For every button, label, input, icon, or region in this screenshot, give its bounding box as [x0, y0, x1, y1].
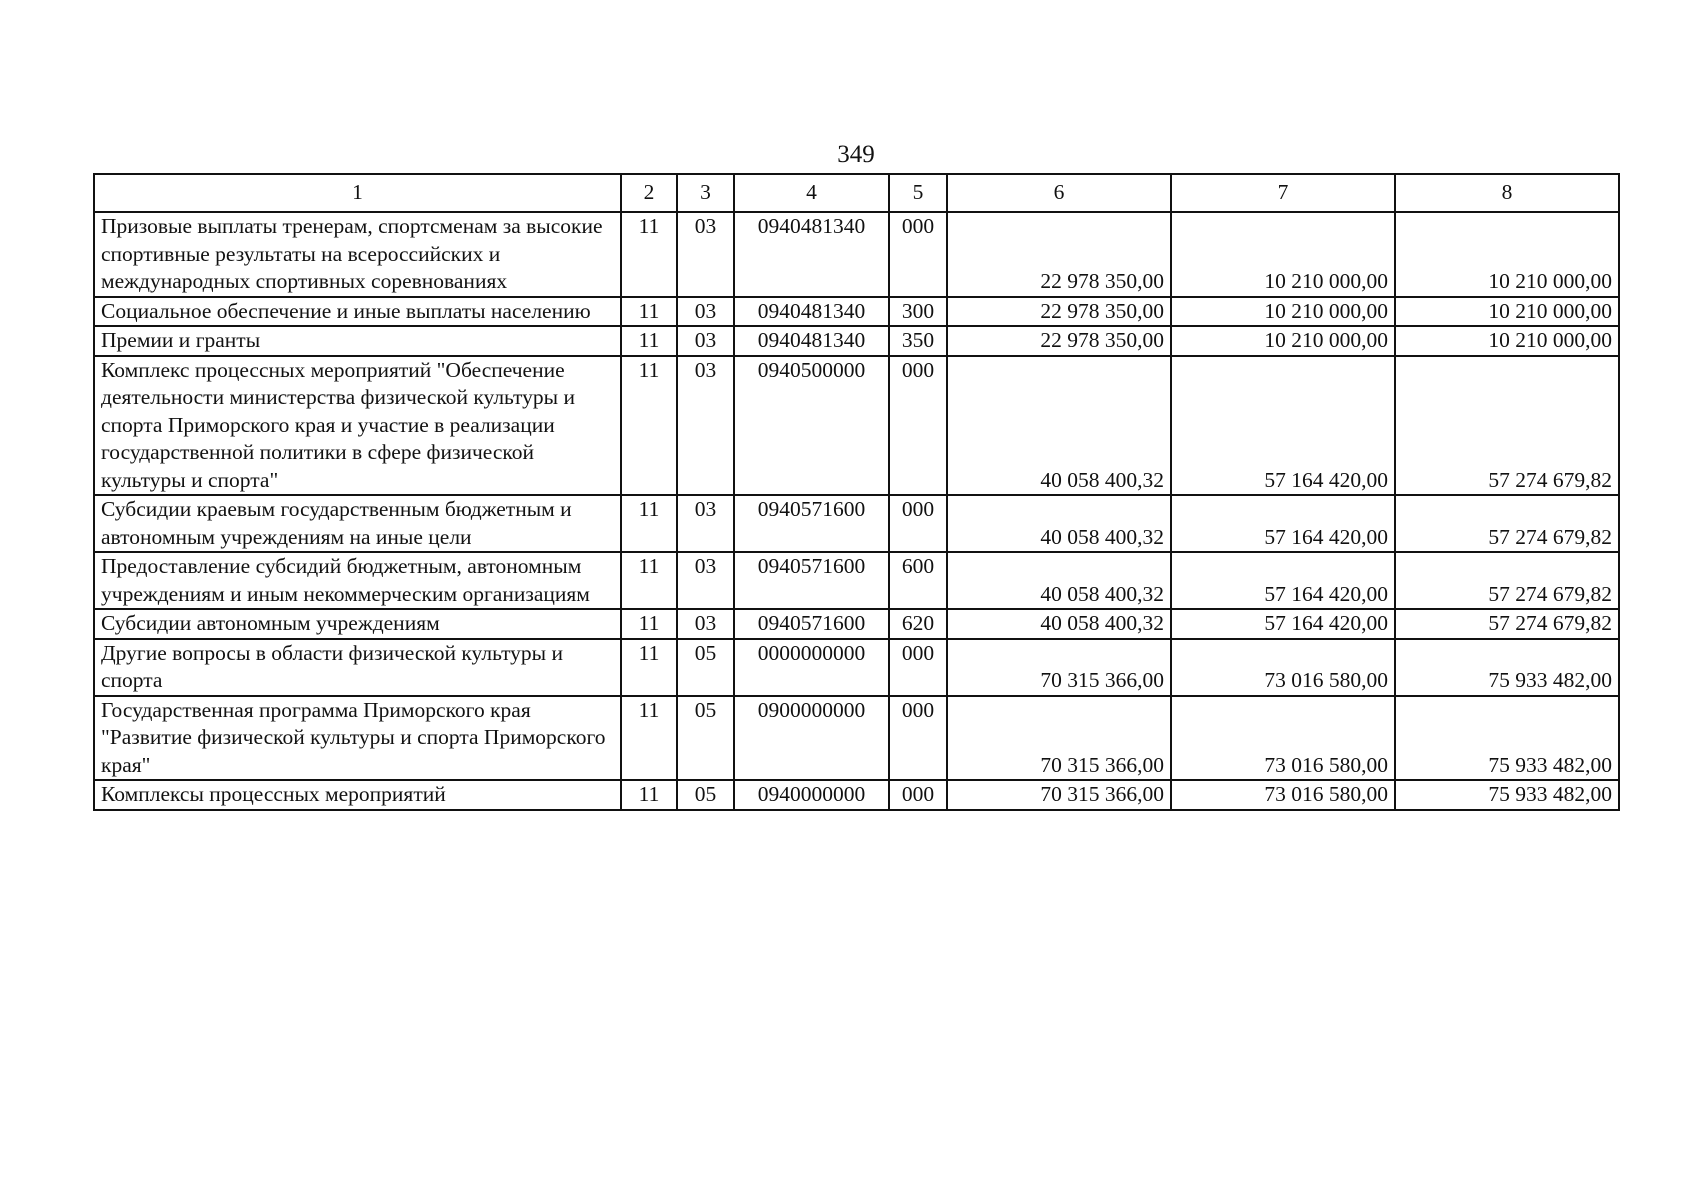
subsection-code: 03	[677, 609, 734, 639]
expense-type-code: 000	[889, 495, 947, 552]
amount-col-6: 22 978 350,00	[947, 297, 1171, 327]
table-row	[94, 326, 1619, 356]
target-code: 0940481340	[734, 212, 889, 297]
section-code: 11	[621, 495, 677, 552]
subsection-code: 03	[677, 212, 734, 297]
table-row	[94, 356, 1619, 496]
amount-col-7: 10 210 000,00	[1171, 326, 1395, 356]
section-code: 11	[621, 356, 677, 496]
amount-col-7: 57 164 420,00	[1171, 552, 1395, 609]
column-header: 5	[889, 174, 947, 212]
subsection-code: 03	[677, 326, 734, 356]
subsection-code: 05	[677, 780, 734, 810]
column-header: 3	[677, 174, 734, 212]
section-code: 11	[621, 552, 677, 609]
table-header-row	[94, 174, 1619, 212]
column-header: 4	[734, 174, 889, 212]
amount-col-8: 10 210 000,00	[1395, 297, 1619, 327]
target-code: 0940481340	[734, 297, 889, 327]
target-code: 0940571600	[734, 552, 889, 609]
section-code: 11	[621, 780, 677, 810]
row-name: Предоставление субсидий бюджетным, автономным учреждениям и иным некоммерческим организациям	[94, 552, 621, 609]
target-code: 0940481340	[734, 326, 889, 356]
amount-col-8: 75 933 482,00	[1395, 639, 1619, 696]
subsection-code: 05	[677, 639, 734, 696]
target-code: 0940000000	[734, 780, 889, 810]
table-row	[94, 212, 1619, 297]
subsection-code: 03	[677, 495, 734, 552]
table-row	[94, 780, 1619, 810]
expense-type-code: 000	[889, 639, 947, 696]
amount-col-6: 22 978 350,00	[947, 212, 1171, 297]
amount-col-7: 73 016 580,00	[1171, 780, 1395, 810]
amount-col-8: 57 274 679,82	[1395, 356, 1619, 496]
section-code: 11	[621, 609, 677, 639]
budget-table	[93, 173, 1620, 811]
amount-col-7: 57 164 420,00	[1171, 495, 1395, 552]
amount-col-6: 70 315 366,00	[947, 639, 1171, 696]
table-row	[94, 609, 1619, 639]
expense-type-code: 600	[889, 552, 947, 609]
expense-type-code: 000	[889, 780, 947, 810]
expense-type-code: 300	[889, 297, 947, 327]
column-header: 1	[94, 174, 621, 212]
target-code: 0900000000	[734, 696, 889, 781]
row-name: Субсидии автономным учреждениям	[94, 609, 621, 639]
amount-col-8: 10 210 000,00	[1395, 212, 1619, 297]
expense-type-code: 000	[889, 212, 947, 297]
row-name: Комплексы процессных мероприятий	[94, 780, 621, 810]
row-name: Премии и гранты	[94, 326, 621, 356]
expense-type-code: 620	[889, 609, 947, 639]
row-name: Государственная программа Приморского края "Развитие физической культуры и спорта Приморского края"	[94, 696, 621, 781]
table-row	[94, 495, 1619, 552]
row-name: Комплекс процессных мероприятий "Обеспечение деятельности министерства физической культуры и спорта Приморского края и участие в реализации государственной политики в сфере физической культуры и спорта"	[94, 356, 621, 496]
subsection-code: 05	[677, 696, 734, 781]
section-code: 11	[621, 639, 677, 696]
amount-col-8: 57 274 679,82	[1395, 552, 1619, 609]
amount-col-8: 57 274 679,82	[1395, 609, 1619, 639]
amount-col-7: 73 016 580,00	[1171, 696, 1395, 781]
amount-col-8: 10 210 000,00	[1395, 326, 1619, 356]
amount-col-6: 70 315 366,00	[947, 780, 1171, 810]
target-code: 0940571600	[734, 609, 889, 639]
table-row	[94, 297, 1619, 327]
amount-col-7: 73 016 580,00	[1171, 639, 1395, 696]
amount-col-7: 57 164 420,00	[1171, 356, 1395, 496]
table-row	[94, 696, 1619, 781]
amount-col-6: 40 058 400,32	[947, 356, 1171, 496]
table-row	[94, 552, 1619, 609]
amount-col-7: 57 164 420,00	[1171, 609, 1395, 639]
amount-col-7: 10 210 000,00	[1171, 212, 1395, 297]
amount-col-6: 40 058 400,32	[947, 495, 1171, 552]
row-name: Субсидии краевым государственным бюджетным и автономным учреждениям на иные цели	[94, 495, 621, 552]
amount-col-6: 40 058 400,32	[947, 552, 1171, 609]
amount-col-7: 10 210 000,00	[1171, 297, 1395, 327]
amount-col-8: 75 933 482,00	[1395, 696, 1619, 781]
row-name: Социальное обеспечение и иные выплаты населению	[94, 297, 621, 327]
section-code: 11	[621, 696, 677, 781]
section-code: 11	[621, 326, 677, 356]
section-code: 11	[621, 297, 677, 327]
column-header: 6	[947, 174, 1171, 212]
subsection-code: 03	[677, 552, 734, 609]
expense-type-code: 000	[889, 356, 947, 496]
expense-type-code: 350	[889, 326, 947, 356]
subsection-code: 03	[677, 356, 734, 496]
target-code: 0000000000	[734, 639, 889, 696]
amount-col-8: 57 274 679,82	[1395, 495, 1619, 552]
page-number: 349	[837, 141, 875, 168]
section-code: 11	[621, 212, 677, 297]
column-header: 2	[621, 174, 677, 212]
column-header: 7	[1171, 174, 1395, 212]
amount-col-6: 40 058 400,32	[947, 609, 1171, 639]
table-row	[94, 639, 1619, 696]
target-code: 0940500000	[734, 356, 889, 496]
amount-col-6: 22 978 350,00	[947, 326, 1171, 356]
target-code: 0940571600	[734, 495, 889, 552]
expense-type-code: 000	[889, 696, 947, 781]
row-name: Призовые выплаты тренерам, спортсменам за высокие спортивные результаты на всероссийских и международных спортивных соревнованиях	[94, 212, 621, 297]
column-header: 8	[1395, 174, 1619, 212]
subsection-code: 03	[677, 297, 734, 327]
row-name: Другие вопросы в области физической культуры и спорта	[94, 639, 621, 696]
amount-col-8: 75 933 482,00	[1395, 780, 1619, 810]
amount-col-6: 70 315 366,00	[947, 696, 1171, 781]
